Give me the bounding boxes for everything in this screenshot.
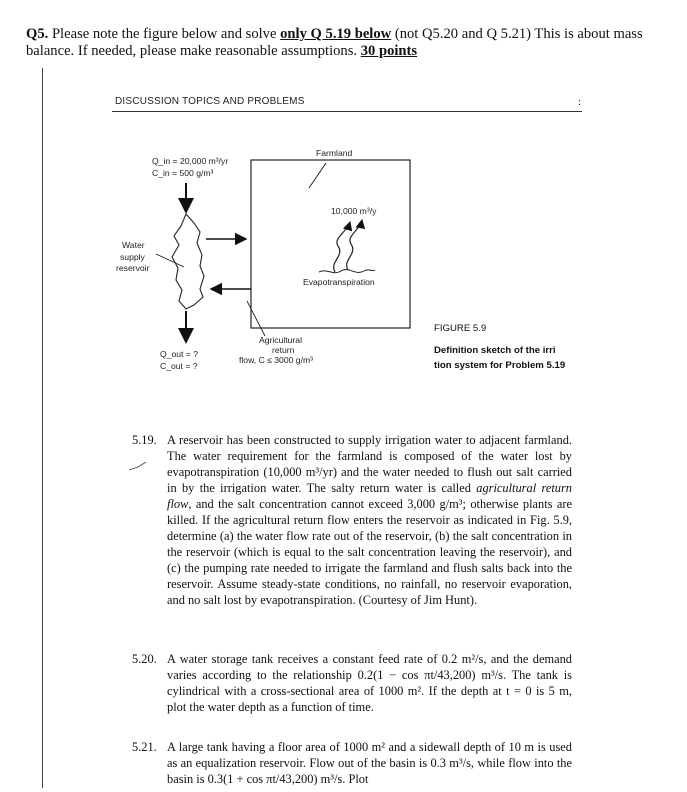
problem-text: A water storage tank receives a constant feed rate of 0.2 m²/s, and the demand varies according to the relationship 0.2(1 − cos πt/43,200) m³/s. The tank is cylindrical with a cross-sectional area of 1000 m². If the depth at t = 0 is 5 m, plot the water depth as a function of time. <box>167 652 572 714</box>
q-out-label: Q_out = ? <box>160 349 198 359</box>
ground-line <box>319 270 375 273</box>
c-in-label: C_in = 500 g/m³ <box>152 168 214 178</box>
reservoir-label-1: Water <box>122 240 145 250</box>
figure-number: FIGURE 5.9 <box>434 323 487 334</box>
problem-text-b: , and the salt concentration cannot exceed 3,000 g/m³; otherwise plants are killed. If the agricultural return flow enters the reservoir as indicated in Fig. 5.9, determine (a) the water flow rate out of the reservoir, (b) the salt concentration in the reservoir (which is equal to the salt concentration leaving the reservoir), and (c) the pumping rate needed to irrigate the farmland and flush salts back into the reservoir. Assume steady-state conditions, no rainfall, no reservoir evaporation, and no salt lost by evapotranspiration. (Courtesy of Jim Hunt). <box>167 497 572 607</box>
return-label-2: return <box>272 345 295 355</box>
et-arrow-right <box>347 220 362 270</box>
c-out-label: C_out = ? <box>160 361 198 371</box>
return-label-3: flow, C ≤ 3000 g/m³ <box>239 355 313 365</box>
problem-5-21 <box>132 739 572 787</box>
reservoir-label-3: reservoir <box>116 263 150 273</box>
question-label: Q5. <box>26 26 49 42</box>
et-rate-label: 10,000 m³/y <box>331 206 377 216</box>
reservoir-label-2: supply <box>120 252 145 262</box>
figure-caption-2 <box>434 360 565 371</box>
question-points: 30 points <box>360 43 418 59</box>
problem-text-a: A reservoir has been constructed to supply irrigation water to adjacent farmland. The water requirement for the farmland is composed of the water lost by evapotranspiration (10,000 m³/yr) and the water needed to flush out salt carried in by the irrigation water. The salty return water is called <box>167 433 572 495</box>
figure-caption-1: Definition sketch of the irri <box>434 345 556 356</box>
farmland-label: Farmland <box>316 148 353 158</box>
figure-caption-2-text: tion system for Problem 5.1 <box>434 360 560 371</box>
problem-text <box>167 432 572 608</box>
section-header: DISCUSSION TOPICS AND PROBLEMS <box>115 96 305 107</box>
figure-caption-tail: 9 <box>559 360 566 371</box>
header-mark: : <box>578 96 582 108</box>
return-label-1: Agricultural <box>259 335 302 345</box>
farmland-pointer <box>309 163 326 188</box>
problem-number: 5.20. <box>132 652 157 666</box>
q-in-label: Q_in = 20,000 m³/yr <box>152 156 229 166</box>
return-pointer <box>247 301 265 336</box>
question-emphasis: only Q 5.19 below <box>280 26 392 42</box>
problem-text: A large tank having a floor area of 1000 m² and a sidewall depth of 10 m is used as an equalization reservoir. Flow out of the basin is 0.3 m³/s, while flow into the basin is 0.3(1 + cos πt/43,200) m³/s. Plot <box>167 740 572 786</box>
problem-number: 5.21. <box>132 740 157 754</box>
evapotranspiration-label: Evapotranspiration <box>303 277 375 287</box>
reservoir-shape <box>172 214 204 309</box>
problem-italic: agricultural return flow <box>167 481 572 511</box>
reservoir-pointer <box>156 254 184 267</box>
problem-5-19 <box>132 432 572 608</box>
et-arrow-left <box>334 222 350 272</box>
question-post: (not Q5.20 and Q 5.21) This is about mass balance. If needed, please make reasonable assumptions. <box>26 26 643 59</box>
farmland-box <box>251 160 410 328</box>
problem-5-20 <box>132 651 572 715</box>
question-pre: Please note the figure below and solve <box>48 26 281 42</box>
problem-number: 5.19. <box>132 433 157 447</box>
